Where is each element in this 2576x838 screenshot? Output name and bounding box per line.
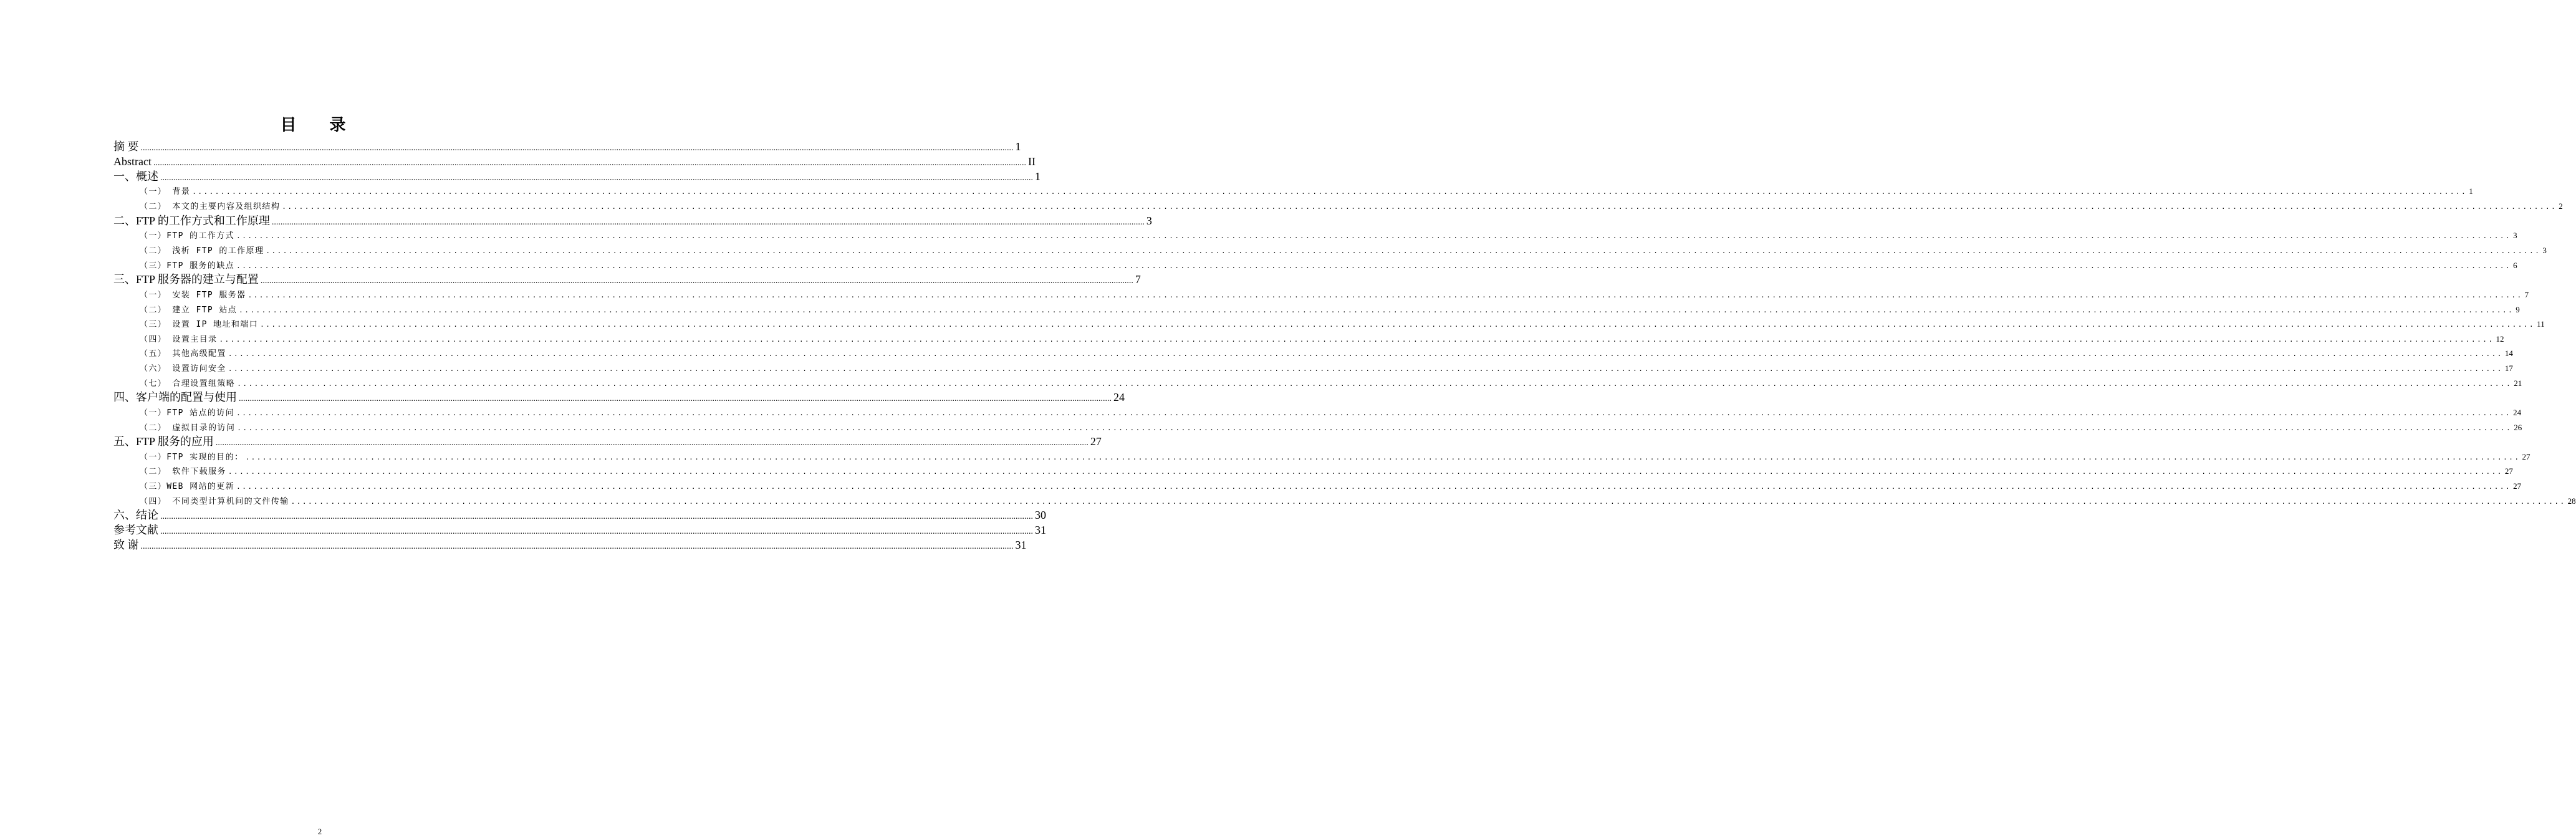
dot-leader: ................................................................................................................................................................................................................................................................................................................................................................................................................	[239, 306, 2514, 314]
toc-entry-label: （三）FTP 服务的缺点	[140, 261, 235, 271]
toc-entry-label: 一、概述	[113, 170, 158, 183]
toc-entry-label: （一） 安装 FTP 服务器	[140, 290, 246, 300]
dot-leader: ................................................................................................................................................................................................................................................................................................................................................................................................................	[215, 438, 1089, 448]
toc-entry-page-number: II	[1027, 155, 1036, 168]
toc-entry-label: 致 谢	[113, 538, 139, 551]
dot-leader: ................................................................................................................................................................................................................................................................................................................................................................................................................	[239, 394, 1112, 404]
toc-entry-page-number: 9	[2516, 304, 2520, 314]
toc-entry-page-number: 1	[1015, 140, 1021, 153]
toc-entry[interactable]	[113, 390, 1125, 405]
toc-entry-label: （五） 其他高级配置	[140, 349, 226, 359]
dot-leader: ................................................................................................................................................................................................................................................................................................................................................................................................................	[160, 173, 1033, 183]
toc-entry-label: （一）FTP 实现的目的：	[140, 452, 244, 462]
toc-entry-label: 摘 要	[113, 140, 139, 153]
toc-entry-page-number: 6	[2513, 260, 2517, 270]
toc-subentry[interactable]	[113, 199, 2563, 214]
toc-entry-page-number: 3	[2513, 231, 2517, 241]
dot-leader: ................................................................................................................................................................................................................................................................................................................................................................................................................	[237, 379, 2512, 388]
toc-entry-page-number: 27	[1090, 435, 1102, 448]
toc-entry[interactable]	[113, 523, 1046, 538]
toc-subentry[interactable]	[113, 243, 2547, 258]
toc-entry-label: 三、FTP 服务器的建立与配置	[113, 273, 259, 286]
toc-subentry[interactable]	[113, 405, 2522, 420]
toc-entry-page-number: 26	[2514, 422, 2522, 432]
dot-leader: ................................................................................................................................................................................................................................................................................................................................................................................................................	[153, 158, 1026, 168]
toc-subentry[interactable]	[113, 258, 2517, 273]
dot-leader: ................................................................................................................................................................................................................................................................................................................................................................................................................	[260, 276, 1133, 286]
toc-entry[interactable]	[113, 140, 1021, 155]
toc-entry-page-number: 11	[2537, 319, 2545, 329]
dot-leader: ................................................................................................................................................................................................................................................................................................................................................................................................................	[228, 350, 2503, 359]
toc-entry-page-number: 24	[1113, 391, 1125, 404]
toc-entry-label: （二） 浅析 FTP 的工作原理	[140, 246, 264, 256]
toc-entry-page-number: 7	[2524, 289, 2529, 299]
dot-leader: ................................................................................................................................................................................................................................................................................................................................................................................................................	[140, 143, 1014, 153]
toc-entry-label: 四、客户端的配置与使用	[113, 391, 237, 404]
dot-leader: ................................................................................................................................................................................................................................................................................................................................................................................................................	[160, 512, 1033, 522]
dot-leader: ................................................................................................................................................................................................................................................................................................................................................................................................................	[236, 232, 2512, 241]
toc-entry-label: 六、结论	[113, 509, 158, 522]
toc-entry-label: （三） 设置 IP 地址和端口	[140, 320, 259, 330]
toc-subentry[interactable]	[113, 420, 2522, 435]
toc-entry[interactable]	[113, 214, 1152, 229]
dot-leader: ................................................................................................................................................................................................................................................................................................................................................................................................................	[282, 202, 2557, 211]
dot-leader: ................................................................................................................................................................................................................................................................................................................................................................................................................	[192, 188, 2468, 196]
dot-leader: ................................................................................................................................................................................................................................................................................................................................................................................................................	[219, 335, 2494, 344]
toc-subentry[interactable]	[113, 287, 2529, 302]
toc-entry-page-number: 17	[2504, 363, 2513, 373]
toc-entry-label: （四） 设置主目录	[140, 334, 218, 344]
toc-entry-page-number: 3	[2542, 245, 2547, 255]
toc-subentry[interactable]	[113, 494, 2576, 509]
toc-subentry[interactable]	[113, 317, 2545, 332]
toc-entry-label: （二） 软件下载服务	[140, 467, 226, 477]
toc-entry-label: （六） 设置访问安全	[140, 364, 226, 373]
toc-subentry[interactable]	[113, 302, 2520, 317]
toc-subentry[interactable]	[113, 464, 2513, 479]
toc-entry-label: Abstract	[113, 155, 151, 168]
toc-entry[interactable]	[113, 170, 1040, 185]
toc-entry-page-number: 1	[1035, 170, 1040, 183]
toc-entry-label: （四） 不同类型计算机间的文件传输	[140, 496, 289, 506]
toc-entry[interactable]	[113, 538, 1027, 553]
dot-leader: ................................................................................................................................................................................................................................................................................................................................................................................................................	[266, 246, 2541, 255]
toc-entry-label: 二、FTP 的工作方式和工作原理	[113, 214, 270, 227]
toc-entry-label: （二） 虚拟目录的访问	[140, 423, 236, 433]
toc-entry[interactable]	[113, 272, 1141, 287]
toc-entry-page-number: 3	[1146, 214, 1152, 227]
page-number: 2	[317, 827, 322, 836]
toc-subentry[interactable]	[113, 376, 2522, 391]
toc-entry-page-number: 21	[2514, 378, 2522, 388]
toc-subentry[interactable]	[113, 346, 2513, 361]
toc-entry-page-number: 14	[2504, 349, 2513, 359]
dot-leader: ................................................................................................................................................................................................................................................................................................................................................................................................................	[140, 541, 1014, 551]
toc-subentry[interactable]	[113, 228, 2517, 243]
dot-leader: ................................................................................................................................................................................................................................................................................................................................................................................................................	[236, 261, 2512, 270]
toc-entry-page-number: 1	[2469, 186, 2473, 196]
dot-leader: ................................................................................................................................................................................................................................................................................................................................................................................................................	[228, 364, 2503, 373]
toc-entry-page-number: 27	[2504, 466, 2513, 476]
toc-entry-page-number: 30	[1035, 509, 1046, 522]
toc-entry[interactable]	[113, 435, 1102, 450]
toc-entry-label: （七） 合理设置组策略	[140, 378, 236, 388]
toc-title: 目 录	[280, 116, 360, 135]
dot-leader: ................................................................................................................................................................................................................................................................................................................................................................................................................	[291, 497, 2566, 506]
toc-entry-label: （一） 背景	[140, 187, 191, 197]
dot-leader: ................................................................................................................................................................................................................................................................................................................................................................................................................	[245, 453, 2521, 461]
toc-subentry[interactable]	[113, 361, 2513, 376]
toc-entry-label: 参考文献	[113, 524, 158, 537]
toc-entry-label: （二） 本文的主要内容及组织结构	[140, 201, 281, 211]
toc-entry-page-number: 28	[2567, 496, 2576, 506]
toc-entry-label: （一）FTP 站点的访问	[140, 408, 235, 418]
dot-leader: ................................................................................................................................................................................................................................................................................................................................................................................................................	[228, 468, 2503, 476]
dot-leader: ................................................................................................................................................................................................................................................................................................................................................................................................................	[260, 320, 2535, 329]
toc-entry-page-number: 12	[2496, 334, 2504, 344]
dot-leader: ................................................................................................................................................................................................................................................................................................................................................................................................................	[236, 408, 2512, 417]
table-of-contents	[113, 140, 2576, 553]
toc-subentry[interactable]	[113, 479, 2522, 494]
dot-leader: ................................................................................................................................................................................................................................................................................................................................................................................................................	[248, 291, 2523, 299]
toc-entry-page-number: 7	[1135, 273, 1141, 286]
toc-entry-page-number: 27	[2513, 481, 2522, 491]
toc-entry-label: （二） 建立 FTP 站点	[140, 305, 238, 315]
dot-leader: ................................................................................................................................................................................................................................................................................................................................................................................................................	[160, 527, 1033, 537]
dot-leader: ................................................................................................................................................................................................................................................................................................................................................................................................................	[271, 217, 1145, 227]
toc-subentry[interactable]	[113, 184, 2473, 199]
dot-leader: ................................................................................................................................................................................................................................................................................................................................................................................................................	[236, 483, 2512, 491]
toc-entry-label: 五、FTP 服务的应用	[113, 435, 214, 448]
toc-entry[interactable]	[113, 155, 1036, 170]
toc-subentry[interactable]	[113, 332, 2504, 347]
toc-entry-page-number: 2	[2559, 201, 2563, 211]
toc-entry-label: （一）FTP 的工作方式	[140, 231, 235, 241]
toc-entry-page-number: 31	[1015, 538, 1027, 551]
toc-entry-page-number: 31	[1035, 524, 1046, 537]
toc-entry-label: （三）WEB 网站的更新	[140, 482, 235, 492]
toc-entry[interactable]	[113, 508, 1046, 523]
toc-entry-page-number: 27	[2522, 451, 2530, 461]
toc-subentry[interactable]	[113, 450, 2530, 465]
dot-leader: ................................................................................................................................................................................................................................................................................................................................................................................................................	[237, 423, 2512, 432]
toc-entry-page-number: 24	[2513, 407, 2522, 417]
